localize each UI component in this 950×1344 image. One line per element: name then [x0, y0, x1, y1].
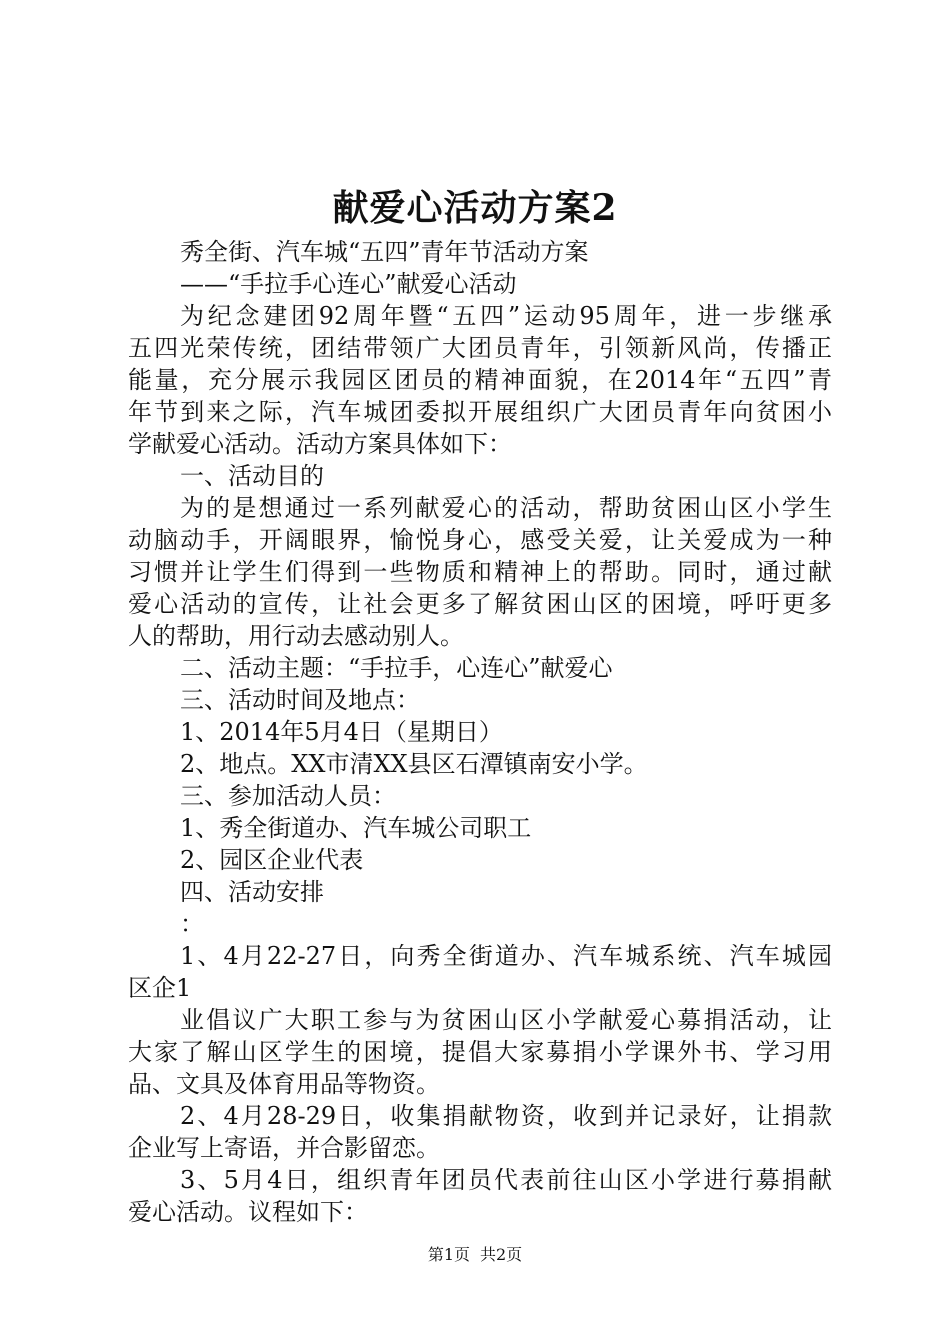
- paragraph-line: 品、文具及体育用品等物资。: [128, 1070, 440, 1098]
- section-heading: 二、活动主题：“手拉手，心连心”献爱心: [180, 654, 613, 682]
- paragraph-line: 1、4月22-27日，向秀全街道办、汽车城系统、汽车城园: [180, 942, 832, 970]
- paragraph-line: 3、5月4日，组织青年团员代表前往山区小学进行募捐献: [180, 1166, 832, 1194]
- paragraph-line: 2、4月28-29日，收集捐献物资，收到并记录好，让捐款: [180, 1102, 832, 1130]
- paragraph-line: 习惯并让学生们得到一些物质和精神上的帮助。同时，通过献: [128, 558, 832, 586]
- paragraph-line: 企业写上寄语，并合影留恋。: [128, 1134, 440, 1162]
- paragraph-line: 为的是想通过一系列献爱心的活动，帮助贫困山区小学生: [180, 494, 832, 522]
- paragraph-line: 区企1: [128, 974, 192, 1002]
- paragraph-line: ：: [180, 910, 204, 938]
- paragraph-line: 爱心活动。议程如下：: [128, 1198, 368, 1226]
- paragraph-line: 大家了解山区学生的困境，提倡大家募捐小学课外书、学习用: [128, 1038, 832, 1066]
- document-body: [128, 236, 832, 1228]
- section-heading: 三、活动时间及地点：: [180, 686, 420, 714]
- paragraph-line: 年节到来之际，汽车城团委拟开展组织广大团员青年向贫困小: [128, 398, 832, 426]
- paragraph-line: 动脑动手，开阔眼界，愉悦身心，感受关爱，让关爱成为一种: [128, 526, 832, 554]
- list-item: 2、地点。XX市清XX县区石潭镇南安小学。: [180, 750, 648, 778]
- paragraph-line: 爱心活动的宣传，让社会更多了解贫困山区的困境，呼吁更多: [128, 590, 832, 618]
- section-heading: 四、活动安排: [180, 878, 324, 906]
- subtitle-line: 秀全街、汽车城“五四”青年节活动方案: [180, 238, 589, 266]
- document-title: 献爱心活动方案2: [332, 187, 618, 229]
- page-footer: [0, 1244, 950, 1266]
- paragraph-line: 业倡议广大职工参与为贫困山区小学献爱心募捐活动，让: [180, 1006, 832, 1034]
- paragraph-line: 为纪念建团92周年暨“五四”运动95周年，进一步继承: [180, 302, 832, 330]
- page-total: 共2页: [480, 1245, 523, 1264]
- paragraph-line: 五四光荣传统，团结带领广大团员青年，引领新风尚，传播正: [128, 334, 832, 362]
- page-number: 第1页: [427, 1245, 470, 1264]
- section-heading: 三、参加活动人员：: [180, 782, 396, 810]
- list-item: 1、2014年5月4日（星期日）: [180, 718, 503, 746]
- list-item: 2、园区企业代表: [180, 846, 364, 874]
- subtitle-line: ——“手拉手心连心”献爱心活动: [180, 270, 517, 298]
- section-heading: 一、活动目的: [180, 462, 324, 490]
- list-item: 1、秀全街道办、汽车城公司职工: [180, 814, 532, 842]
- paragraph-line: 能量，充分展示我园区团员的精神面貌，在2014年“五四”青: [128, 366, 832, 394]
- paragraph-line: 人的帮助，用行动去感动别人。: [128, 622, 464, 650]
- paragraph-line: 学献爱心活动。活动方案具体如下：: [128, 430, 512, 458]
